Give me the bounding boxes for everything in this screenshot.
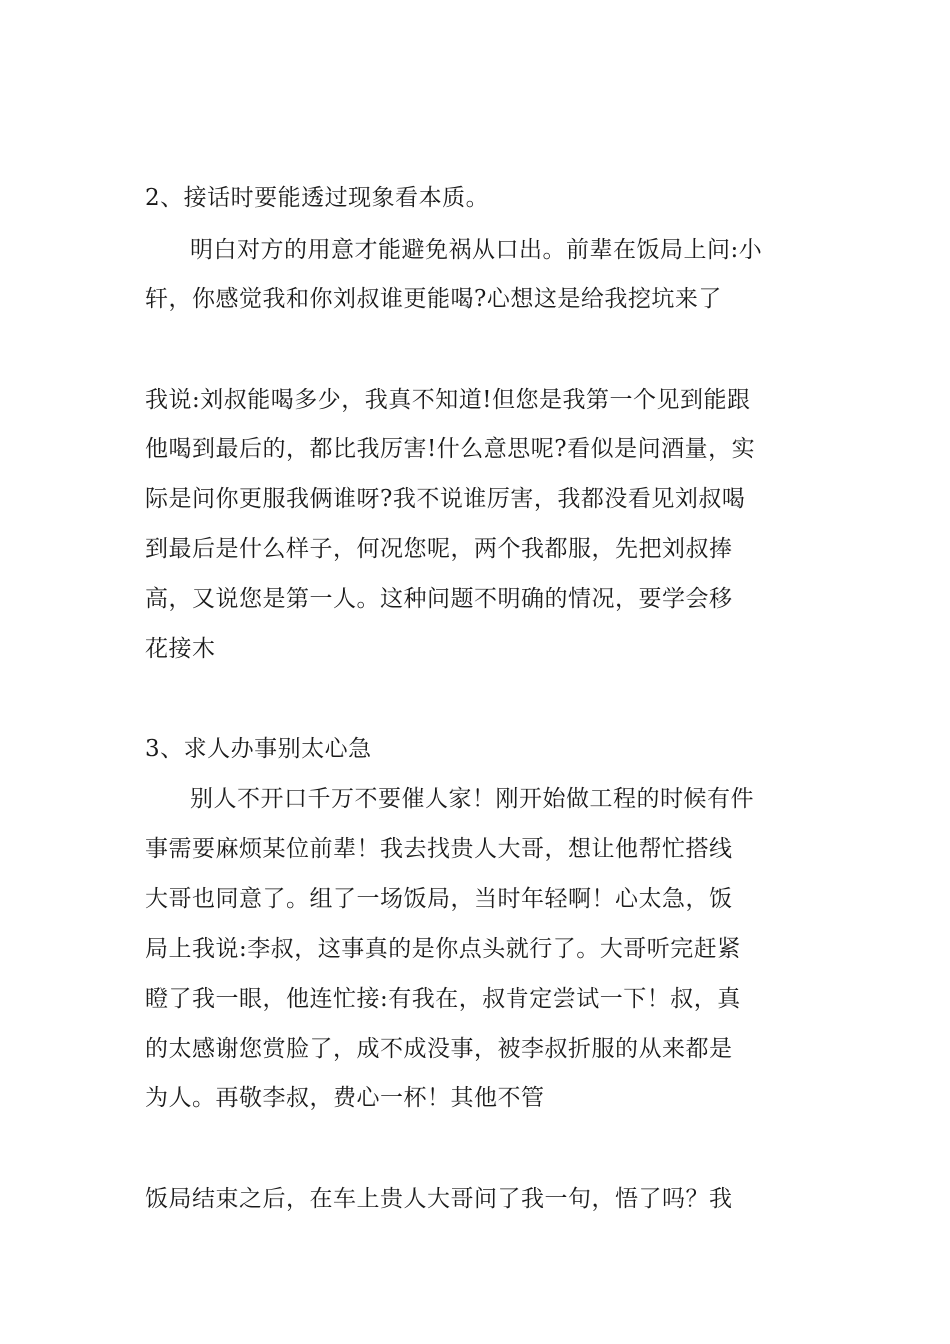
section-2-para1-line: 轩，你感觉我和你刘叔谁更能喝?心想这是给我挖坑来了 xyxy=(145,286,722,312)
section-3-para1-line: 事需要麻烦某位前辈！我去找贵人大哥，想让他帮忙搭线 xyxy=(145,836,733,862)
section-2-para1-line: 明白对方的用意才能避免祸从口出。前辈在饭局上问:小 xyxy=(190,237,763,263)
section-3-para1-line: 局上我说:李叔，这事真的是你点头就行了。大哥听完赶紧 xyxy=(145,936,741,962)
section-2-para2-line: 花接木 xyxy=(145,636,216,662)
section-3-para1-line: 的太感谢您赏脸了，成不成没事，被李叔折服的从来都是 xyxy=(145,1036,733,1062)
section-2-heading: 2、接话时要能透过现象看本质。 xyxy=(145,185,490,211)
section-3-para1-line: 大哥也同意了。组了一场饭局，当时年轻啊！心太急，饭 xyxy=(145,886,733,912)
section-3-para1-line: 别人不开口千万不要催人家！刚开始做工程的时候有件 xyxy=(190,786,754,812)
section-2-para2-line: 际是问你更服我俩谁呀?我不说谁厉害，我都没看见刘叔喝 xyxy=(145,486,746,512)
section-2-para2-line: 我说:刘叔能喝多少，我真不知道!但您是我第一个见到能跟 xyxy=(145,387,751,413)
section-3-para2-line: 饭局结束之后，在车上贵人大哥问了我一句，悟了吗？我 xyxy=(145,1186,733,1212)
section-2-para2-line: 到最后是什么样子，何况您呢，两个我都服，先把刘叔捧 xyxy=(145,536,733,562)
section-3-heading: 3、求人办事别太心急 xyxy=(145,736,372,762)
section-2-para2-line: 他喝到最后的，都比我厉害!什么意思呢?看似是问酒量，实 xyxy=(145,436,756,462)
section-3-para1-line: 为人。再敬李叔，费心一杯！其他不管 xyxy=(145,1085,545,1111)
section-3-para1-line: 瞪了我一眼，他连忙接:有我在，叔肯定尝试一下！叔，真 xyxy=(145,986,741,1012)
section-2-para2-line: 高，又说您是第一人。这种问题不明确的情况，要学会移 xyxy=(145,586,733,612)
